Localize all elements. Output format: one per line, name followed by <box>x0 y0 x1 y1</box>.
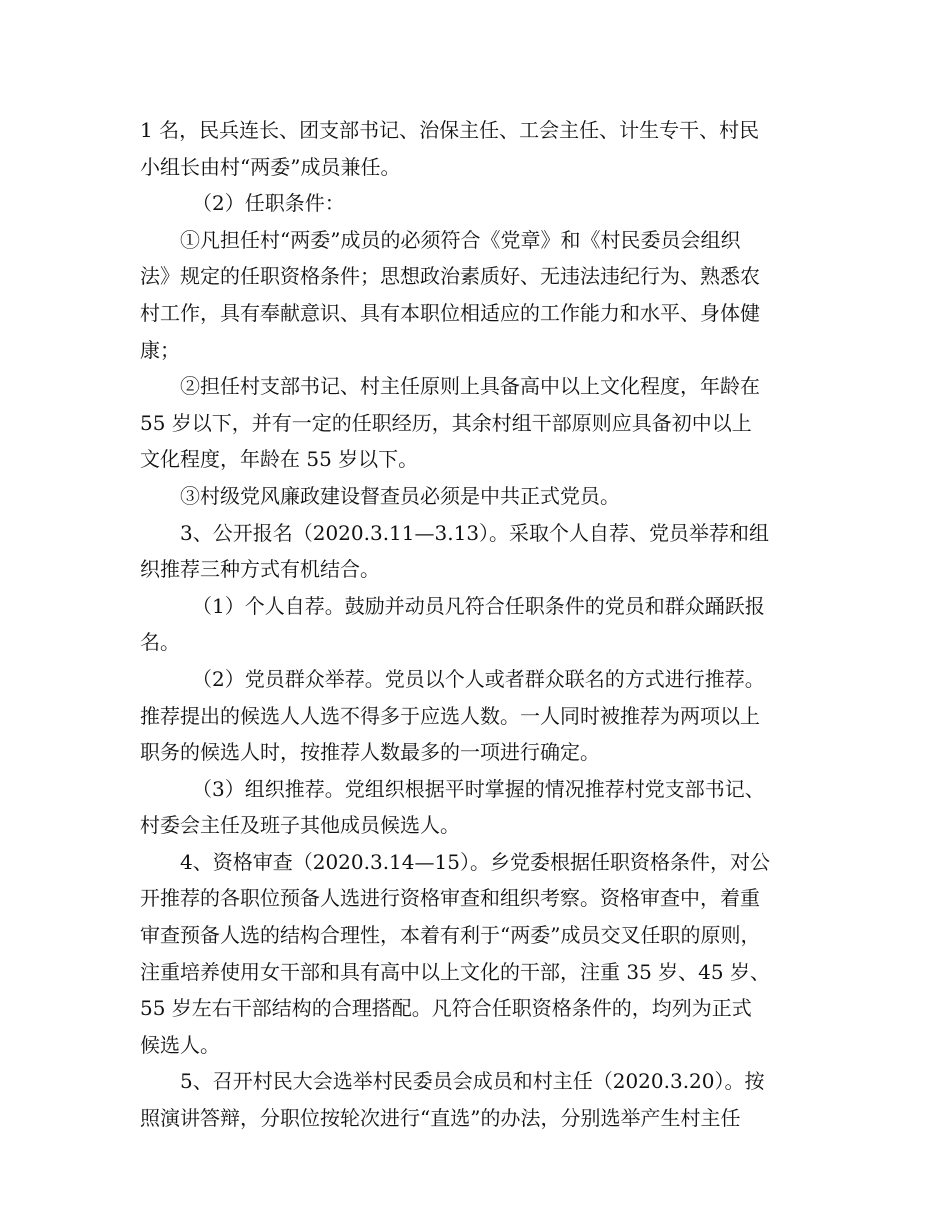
text-line: 4、资格审查（2020.3.14—15）。乡党委根据任职资格条件，对公 <box>180 849 770 874</box>
text-line: 注重培养使用女干部和具有高中以上文化的干部，注重 35 岁、45 岁、 <box>140 959 770 984</box>
text-line: 名。 <box>140 630 180 655</box>
text-line: 55 岁以下，并有一定的任职经历，其余村组干部原则应具备初中以上 <box>140 410 752 435</box>
text-line: 55 岁左右干部结构的合理搭配。凡符合任职资格条件的，均列为正式 <box>140 996 752 1021</box>
text-line: 1 名，民兵连长、团支部书记、治保主任、工会主任、计生专干、村民 <box>140 118 760 142</box>
text-line: 开推荐的各职位预备人选进行资格审查和组织考察。资格审查中，着重 <box>140 886 760 911</box>
text-line: 织推荐三种方式有机结合。 <box>140 557 380 582</box>
text-line: 3、公开报名（2020.3.11—3.13）。采取个人自荐、党员举荐和组 <box>180 520 770 545</box>
text-line: 候选人。 <box>140 1032 220 1057</box>
text-line: 村委会主任及班子其他成员候选人。 <box>140 813 460 838</box>
text-line: 照演讲答辩，分职位按轮次进行“直选”的办法，分别选举产生村主任 <box>140 1106 741 1131</box>
text-line: ②担任村支部书记、村主任原则上具备高中以上文化程度，年龄在 <box>180 374 760 399</box>
text-line: 法》规定的任职资格条件；思想政治素质好、无违法违纪行为、熟悉农 <box>140 264 760 289</box>
document-body <box>140 112 820 1137</box>
text-line: 审查预备人选的结构合理性，本着有利于“两委”成员交叉任职的原则， <box>140 923 761 948</box>
text-line: 康； <box>140 337 180 362</box>
text-line: 职务的候选人时，按推荐人数最多的一项进行确定。 <box>140 740 600 765</box>
text-line: （1）个人自荐。鼓励并动员凡符合任职条件的党员和群众踊跃报 <box>192 593 765 618</box>
text-line: 村工作，具有奉献意识、具有本职位相适应的工作能力和水平、身体健 <box>140 300 760 325</box>
text-line: 小组长由村“两委”成员兼任。 <box>140 154 401 179</box>
text-line: ①凡担任村“两委”成员的必须符合《党章》和《村民委员会组织 <box>180 227 741 252</box>
text-line: ③村级党风廉政建设督查员必须是中共正式党员。 <box>180 483 620 508</box>
text-line: （3）组织推荐。党组织根据平时掌握的情况推荐村党支部书记、 <box>192 776 765 801</box>
text-line: 5、召开村民大会选举村民委员会成员和村主任（2020.3.20）。按 <box>180 1069 765 1094</box>
text-line: 推荐提出的候选人人选不得多于应选人数。一人同时被推荐为两项以上 <box>140 703 760 728</box>
text-line: 文化程度，年龄在 55 岁以下。 <box>140 447 419 472</box>
text-line: （2）党员群众举荐。党员以个人或者群众联名的方式进行推荐。 <box>192 666 765 691</box>
text-line: （2）任职条件： <box>192 191 345 216</box>
